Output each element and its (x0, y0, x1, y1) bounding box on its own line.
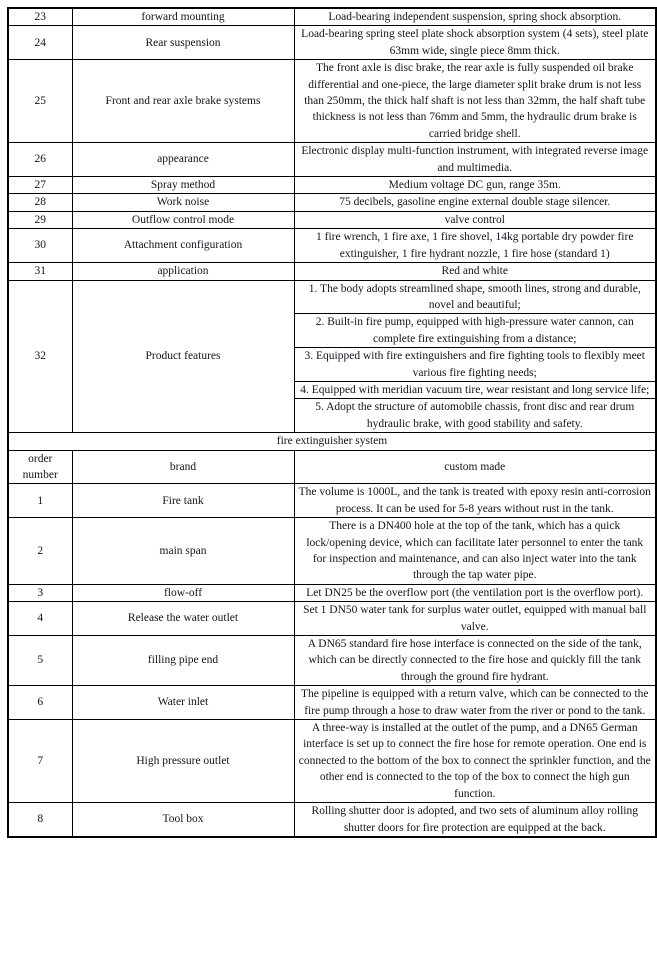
item-name-cell: appearance (72, 143, 294, 177)
order-number-cell: 6 (8, 686, 72, 720)
item-name-cell: Spray method (72, 177, 294, 194)
section-header-cell: fire extinguisher system (8, 433, 656, 450)
table-row (8, 602, 656, 636)
item-desc-cell: Load-bearing independent suspension, spring shock absorption. (294, 8, 656, 26)
item-desc-cell: 75 decibels, gasoline engine external double stage silencer. (294, 194, 656, 211)
order-number-cell: 26 (8, 143, 72, 177)
order-number-cell: 7 (8, 720, 72, 803)
item-desc-cell: Rolling shutter door is adopted, and two sets of aluminum alloy rolling shutter doors for fire protection are equipped at the back. (294, 803, 656, 837)
table-row (8, 8, 656, 26)
item-name-cell: Tool box (72, 803, 294, 837)
item-desc-cell: Medium voltage DC gun, range 35m. (294, 177, 656, 194)
item-desc-cell: 1 fire wrench, 1 fire axe, 1 fire shovel, 14kg portable dry powder fire extinguisher, 1 fire hydrant nozzle, 1 fire hose (standard 1) (294, 229, 656, 263)
order-number-cell: 25 (8, 60, 72, 143)
item-name-cell: filling pipe end (72, 636, 294, 686)
item-name-cell: Outflow control mode (72, 211, 294, 228)
item-desc-cell: A three-way is installed at the outlet of the pump, and a DN65 German interface is set up to connect the fire hose for remote operation. One end is connected to the bottom of the box to connect the sprinkler function, and the other end is connected to the top of the box to connect the high gun function. (294, 720, 656, 803)
item-desc-cell: Load-bearing spring steel plate shock absorption system (4 sets), steel plate 63mm wide, single piece 8mm thick. (294, 26, 656, 60)
table-row (8, 636, 656, 686)
table-row (8, 720, 656, 803)
order-number-cell: 31 (8, 263, 72, 280)
order-number-cell: 1 (8, 484, 72, 518)
item-desc-cell: A DN65 standard fire hose interface is connected on the side of the tank, which can be directly connected to the fire hose and quickly fill the tank through the ground fire hydrant. (294, 636, 656, 686)
order-number-cell: 32 (8, 280, 72, 433)
specification-table (7, 7, 657, 838)
order-number-cell: 29 (8, 211, 72, 228)
table-row (8, 194, 656, 211)
table-row (8, 280, 656, 314)
item-name-cell: application (72, 263, 294, 280)
feature-item-cell: 1. The body adopts streamlined shape, smooth lines, strong and durable, novel and beautiful; (294, 280, 656, 314)
table-row (8, 484, 656, 518)
item-desc-cell: Let DN25 be the overflow port (the ventilation port is the overflow port). (294, 584, 656, 601)
item-desc-cell: The pipeline is equipped with a return valve, which can be connected to the fire pump through a hose to draw water from the river or pond to the tank. (294, 686, 656, 720)
item-desc-cell: There is a DN400 hole at the top of the tank, which has a quick lock/opening device, which can facilitate later personnel to enter the tank for inspection and maintenance, and can also inject water into the tank through the tap water pipe. (294, 518, 656, 585)
order-number-cell: 4 (8, 602, 72, 636)
table-row (8, 263, 656, 280)
order-number-header-cell: order number (8, 450, 72, 484)
table-row (8, 803, 656, 837)
custom-made-header-cell: custom made (294, 450, 656, 484)
column-header-row (8, 450, 656, 484)
table-row (8, 584, 656, 601)
feature-item-cell: 3. Equipped with fire extinguishers and fire fighting tools to flexibly meet various fire fighting needs; (294, 348, 656, 382)
order-number-cell: 2 (8, 518, 72, 585)
order-number-cell: 27 (8, 177, 72, 194)
item-desc-cell: valve control (294, 211, 656, 228)
document-page (7, 7, 655, 838)
item-desc-cell: The volume is 1000L, and the tank is treated with epoxy resin anti-corrosion process. It can be used for 5-8 years without rust in the tank. (294, 484, 656, 518)
table-row (8, 518, 656, 585)
item-name-cell: Product features (72, 280, 294, 433)
order-number-cell: 3 (8, 584, 72, 601)
item-name-cell: Attachment configuration (72, 229, 294, 263)
item-name-cell: Front and rear axle brake systems (72, 60, 294, 143)
table-row (8, 60, 656, 143)
item-name-cell: Work noise (72, 194, 294, 211)
order-number-cell: 23 (8, 8, 72, 26)
item-desc-cell: Electronic display multi-function instrument, with integrated reverse image and multimedia. (294, 143, 656, 177)
item-desc-cell: Red and white (294, 263, 656, 280)
item-name-cell: Release the water outlet (72, 602, 294, 636)
table-row (8, 177, 656, 194)
item-name-cell: forward mounting (72, 8, 294, 26)
order-number-cell: 5 (8, 636, 72, 686)
item-name-cell: flow-off (72, 584, 294, 601)
item-name-cell: Fire tank (72, 484, 294, 518)
item-desc-cell: The front axle is disc brake, the rear axle is fully suspended oil brake differential and one-piece, the large diameter split brake drum is not less than 250mm, the thick half shaft is not less than 32mm, the half shaft tube thickness is not less than 76mm and 5mm, the hydraulic drum brake is carried bridge shell. (294, 60, 656, 143)
order-number-cell: 30 (8, 229, 72, 263)
section-header-row (8, 433, 656, 450)
table-row (8, 143, 656, 177)
feature-item-cell: 2. Built-in fire pump, equipped with high-pressure water cannon, can complete fire extinguishing from a distance; (294, 314, 656, 348)
feature-item-cell: 5. Adopt the structure of automobile chassis, front disc and rear drum hydraulic brake, with good stability and safety. (294, 399, 656, 433)
feature-item-cell: 4. Equipped with meridian vacuum tire, wear resistant and long service life; (294, 381, 656, 398)
table-row (8, 686, 656, 720)
item-name-cell: High pressure outlet (72, 720, 294, 803)
item-name-cell: Water inlet (72, 686, 294, 720)
item-name-cell: main span (72, 518, 294, 585)
table-row (8, 229, 656, 263)
order-number-cell: 28 (8, 194, 72, 211)
item-desc-cell: Set 1 DN50 water tank for surplus water outlet, equipped with manual ball valve. (294, 602, 656, 636)
table-row (8, 26, 656, 60)
item-name-cell: Rear suspension (72, 26, 294, 60)
table-row (8, 211, 656, 228)
order-number-cell: 8 (8, 803, 72, 837)
specification-table-body (8, 8, 656, 837)
order-number-cell: 24 (8, 26, 72, 60)
brand-header-cell: brand (72, 450, 294, 484)
